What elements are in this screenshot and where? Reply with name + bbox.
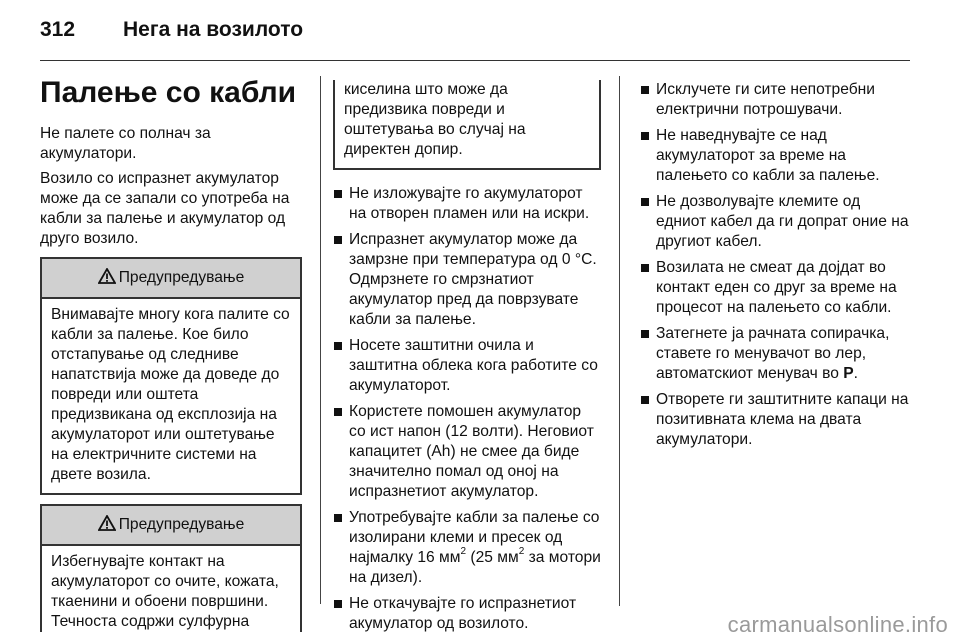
list-item: Употребувајте кабли за палење со изолирани клеми и пресек од најмалку 16 $мм^2$ (25 $мм^2$ за мотори на дизел). [333, 508, 601, 588]
bullet-square-icon [334, 190, 342, 198]
chapter-title: Нега на возилото [123, 18, 304, 41]
bullet-square-icon [641, 396, 649, 404]
column-divider-2 [619, 76, 620, 606]
watermark: carmanualsonline.info [727, 612, 948, 637]
bullet-square-icon [334, 600, 342, 608]
intro-paragraph-2: Возило со испразнет акумулатор може да се запали со употреба на кабли за палење и акумулатор од друго возило. [40, 170, 290, 247]
list-item: Отворете ги заштитните капаци на позитивната клема на двата акумулатори. [640, 390, 910, 450]
list-item: Не дозволувајте клемите од едниот кабел да ги допрат оние на другиот кабел. [640, 192, 910, 252]
bullet-square-icon [334, 514, 342, 522]
warning-heading-text: Предупредување [118, 516, 245, 533]
column-1 [40, 76, 302, 632]
bullet-square-icon [334, 408, 342, 416]
warning-heading-text: Предупредување [118, 269, 245, 286]
list-item: Исклучете ги сите непотребни електрични потрошувачи. [640, 80, 910, 120]
column-divider-1 [320, 76, 321, 604]
list-item: Возилата не смеат да дојдат во контакт еден со друг за време на процесот на палењето со кабли. [640, 258, 910, 318]
bullet-square-icon [641, 132, 649, 140]
warning-box-2 [40, 504, 302, 632]
warning-triangle-icon [98, 268, 116, 284]
list-item: Не изложувајте го акумулаторот на отворен пламен или на искри. [333, 184, 601, 224]
column-3 [640, 80, 910, 456]
list-item: Испразнет акумулатор може да замрзне при температура од 0 °C. Одмрзнете го смрзнатиот акумулатор пред да поврзувате кабли за палење. [333, 230, 601, 330]
warning-box-2-continued: киселина што може да предизвика повреди и оштетувања во случај на директен допир. [333, 80, 601, 170]
bullet-square-icon [641, 264, 649, 272]
section-title: Палење со кабли [40, 76, 297, 109]
warning-heading [42, 259, 300, 299]
column-2 [333, 80, 601, 640]
intro-paragraph-1: Не палете со полнач за акумулатори. [40, 125, 211, 162]
warning-body: Внимавајте многу кога палите со кабли за палење. Кое било отстапување од следниве напатствија може да доведе до повреди или оштета предизвикана од експлозија на акумулаторот или оштетување на електричните системи на двете возила. [51, 306, 290, 483]
bullet-square-icon [641, 330, 649, 338]
bullet-square-icon [641, 86, 649, 94]
bullet-square-icon [334, 342, 342, 350]
warning-heading [42, 506, 300, 546]
bullet-square-icon [334, 236, 342, 244]
list-item: Затегнете ја рачната сопирачка, ставете го менувачот во лер, автоматскиот менувач во P. [640, 324, 910, 384]
list-item: Не откачувајте го испразнетиот акумулатор од возилото. [333, 594, 601, 634]
bullet-square-icon [641, 198, 649, 206]
page-number: 312 [40, 18, 76, 41]
gear-letter: P [843, 365, 854, 382]
list-item: Носете заштитни очила и заштитна облека кога работите со акумулаторот. [333, 336, 601, 396]
warning-body: Избегнувајте контакт на акумулаторот со очите, кожата, ткаенини и обоени површини. Течноста содржи сулфурна [51, 553, 279, 630]
list-item: Користете помошен акумулатор со ист напон (12 волти). Неговиот капацитет (Ah) не смее да биде значително помал од оној на испразнетиот акумулатор. [333, 402, 601, 502]
header-rule [40, 60, 910, 61]
instruction-list [333, 184, 601, 634]
instruction-list [640, 80, 910, 450]
warning-box-1 [40, 257, 302, 495]
list-item: Не наведнувајте се над акумулаторот за време на палењето со кабли за палење. [640, 126, 910, 186]
warning-triangle-icon [98, 515, 116, 531]
